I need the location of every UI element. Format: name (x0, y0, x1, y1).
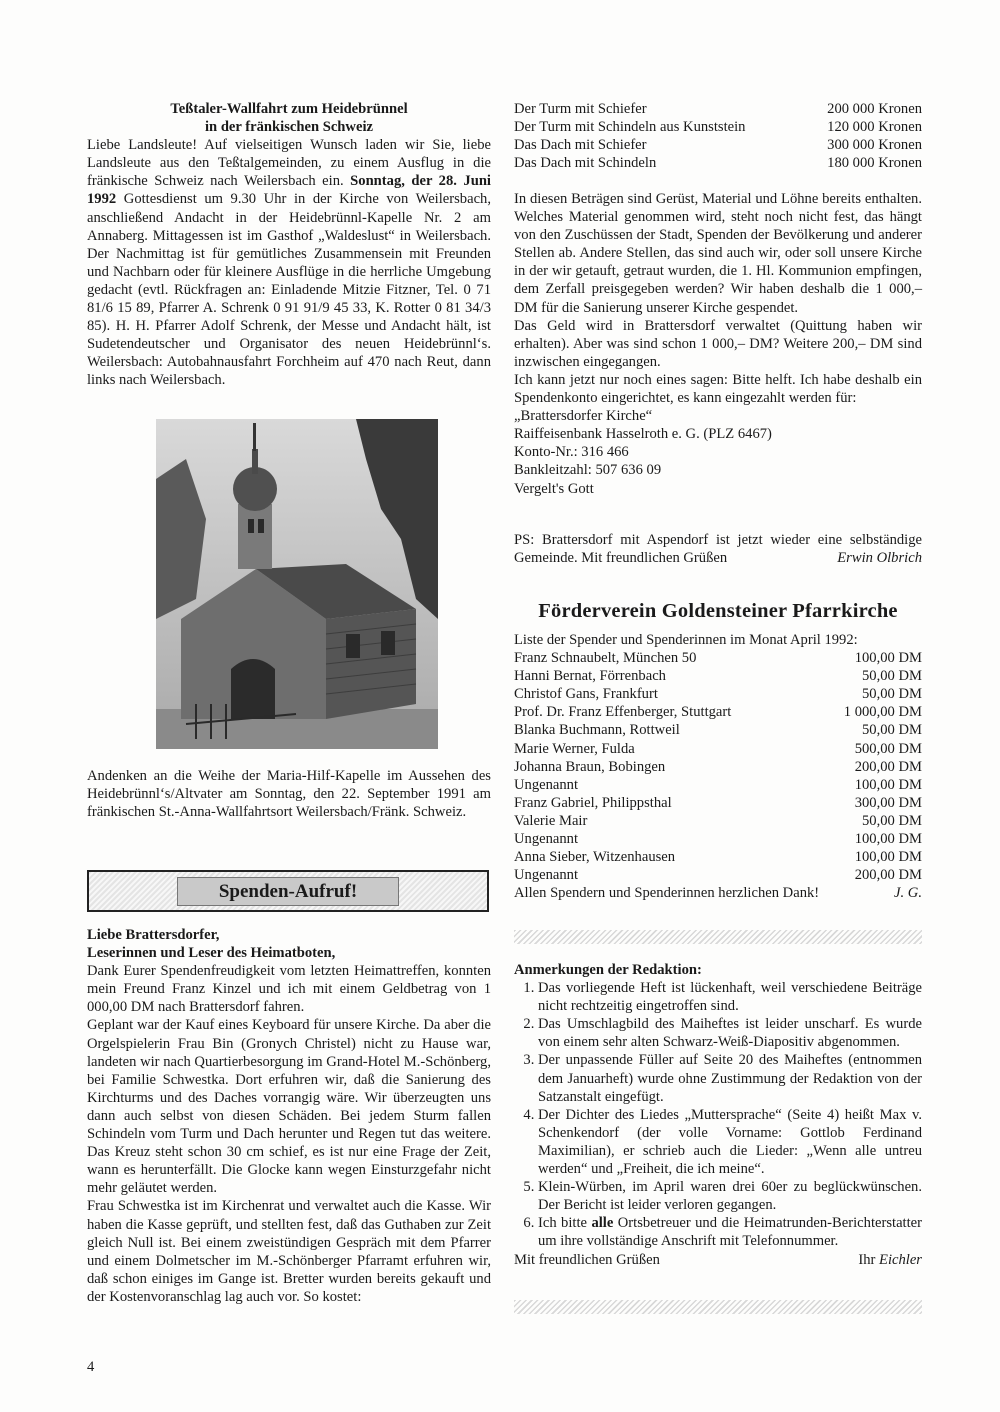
donor-name: Franz Schnaubelt, München 50 (514, 650, 697, 667)
spenden-banner (87, 870, 489, 912)
list-item: 3. Der unpassende Füller auf Seite 20 des Maiheftes (entnommen dem Januarheft) wurde ohne Zustimmung der Redaktion von der Satzanstalt eingefügt. (538, 1051, 922, 1105)
list-item (514, 649, 922, 667)
donor-amount: 50,00 DM (862, 686, 922, 703)
body-details: Gottesdienst um 9.30 Uhr in der Kirche von Weilersbach, anschließend Andacht in der Heidebrünnl-Kapelle Nr. 2 am Annaberg. Mittagessen ist im Gasthof „Waldeslust“ in Weilersbach. Der Nachmittag ist für gemütliches Zusammensein mit Freunden und Nachbarn oder für kleinere Ausflüge in die herrliche Umgebung gedacht (evtl. Rückfragen an: Einladende Mitzie Fitzner, Tel. 0 71 81/6 15 89, Pfarrer A. Schrenk 0 91 91/9 45 33, K. Rotter 0 81 34/3 85). H. H. Pfarrer Adolf Schrenk, der Messe und Andacht hält, ist Sudetendeutscher und Organisator des neuen Heidebrünnl‘s. Weilersbach: Autobahnausfahrt Forchheim auf 470 nach Reut, dann links nach Weilersbach. (87, 191, 491, 389)
bank-name: Raiffeisenbank Hasselroth e. G. (PLZ 6467) (514, 426, 772, 443)
donor-name: Prof. Dr. Franz Effenberger, Stuttgart (514, 704, 732, 721)
ps-signature: Erwin Olbrich (837, 550, 922, 567)
spenden-continued (514, 190, 922, 498)
greeting-line-2: Leserinnen und Leser des Heimatboten, (87, 945, 336, 962)
greeting-line-1: Liebe Brattersdorfer, (87, 927, 220, 943)
spenden-para-1: Dank Eurer Spendenfreudigkeit vom letzten Heimattreffen, konnten mein Freund Franz Kinzel und ich mit einem Geldbetrag von 1 000,00 DM nach Brattersdorf fahren. (87, 963, 491, 1016)
redaktion-list (514, 979, 922, 1250)
list-item (538, 1214, 922, 1250)
spenden-cont-para-1: In diesen Beträgen sind Gerüst, Material und Löhne bereits enthalten. Welches Material genommen wird, steht noch nicht fest, das hängt von den Zuschüssen der Stadt, Spenden der Bevölkerung und anderer Stellen ab. Andere Stellen, das sind auch wir, oder soll unsere Kirche in der wir getauft, getraut wurden, die 1. Hl. Kommunion empfingen, dem Zerfall preisgegeben werden? Wir haben deshalb die 1 000,– DM für die Sanierung unserer Kirche gespendet. (514, 191, 922, 316)
account-name: „Brattersdorfer Kirche“ (514, 408, 653, 425)
thanks-text: Allen Spendern und Spenderinnen herzlichen Dank! (514, 885, 820, 902)
donor-amount: 200,00 DM (854, 867, 922, 884)
caption-text: Andenken an die Weihe der Maria-Hilf-Kapelle im Aussehen des Heidebrünnl‘s/Altvater am Sonntag, den 22. September 1991 am fränkischen St.-Anna-Wallfahrtsort Weilersbach/Fränk. Schweiz. (87, 768, 491, 821)
donor-amount: 50,00 DM (862, 812, 922, 829)
cost-price: 120 000 Kronen (827, 119, 922, 136)
donor-name: Hanni Bernat, Förrenbach (514, 668, 666, 685)
spenden-article (87, 926, 491, 1306)
list-item (514, 848, 922, 866)
donor-amount: 100,00 DM (854, 849, 922, 866)
cost-row (514, 136, 922, 154)
title-line-1: Teßtaler-Wallfahrt zum Heidebrünnel (170, 101, 408, 117)
donor-name: Ungenannt (514, 867, 579, 884)
list-item (514, 703, 922, 721)
list-item (514, 776, 922, 794)
cost-item: Der Turm mit Schindeln aus Kunststein (514, 119, 746, 136)
donor-name: Franz Gabriel, Philippsthal (514, 794, 672, 811)
donor-amount: 100,00 DM (854, 650, 922, 667)
donor-name: Marie Werner, Fulda (514, 740, 635, 757)
donor-amount: 50,00 DM (862, 668, 922, 685)
foerderverein-title: Förderverein Goldensteiner Pfarrkirche (538, 600, 898, 622)
cost-row (514, 118, 922, 136)
list-item (514, 812, 922, 830)
donor-name: Ungenannt (514, 776, 579, 793)
list-item: 4. Der Dichter des Liedes „Muttersprache“ (Seite 4) heißt Max v. Schenkendorf (der volle Vorname: Gottlob Ferdinand Maximilian), er schrieb auch die Lieder: „Wenn alle untreu werden“ und „Freiheit, die ich meine“. (538, 1106, 922, 1178)
list-item (514, 758, 922, 776)
foerderverein-section (514, 599, 922, 902)
donor-amount: 200,00 DM (854, 758, 922, 775)
signature-prefix: Ihr (858, 1251, 876, 1268)
spenden-title: Spenden-Aufruf! (177, 877, 399, 906)
bank-code: Bankleitzahl: 507 636 09 (514, 462, 662, 479)
redaktion-notes (514, 961, 922, 1269)
cost-row (514, 154, 922, 172)
thanks-signature: J. G. (894, 885, 922, 902)
donor-amount: 100,00 DM (854, 831, 922, 848)
thanks-line (514, 884, 922, 902)
donor-name: Christof Gans, Frankfurt (514, 686, 658, 703)
cost-price: 180 000 Kronen (827, 155, 922, 172)
list-item (514, 740, 922, 758)
account-number: Konto-Nr.: 316 466 (514, 444, 629, 461)
article-body (87, 136, 491, 389)
list-item: 5. Klein-Würben, im April waren drei 60er zu beglückwünschen. Der Bericht ist leider verloren gegangen. (538, 1178, 922, 1214)
list-item: 2. Das Umschlagbild des Maiheftes ist leider unscharf. Es wurde von einem sehr alten Schwarz-Weiß-Diapositiv abgenommen. (538, 1015, 922, 1051)
redaktion-signature (858, 1251, 922, 1269)
cost-item: Der Turm mit Schiefer (514, 101, 647, 117)
donor-name: Blanka Buchmann, Rottweil (514, 722, 680, 739)
item6-suffix: Ortsbetreuer und die Heimatrunden-Berichterstatter um ihre vollständige Anschrift mit Telefonnummer. (538, 1215, 922, 1250)
list-item (514, 794, 922, 812)
signature-name: Eichler (879, 1251, 922, 1268)
donor-list-intro: Liste der Spender und Spenderinnen im Monat April 1992: (514, 632, 858, 648)
photo-caption (87, 767, 491, 821)
closing: Vergelt's Gott (514, 480, 594, 497)
donor-list (514, 649, 922, 902)
item6-emphasis: alle (591, 1215, 614, 1232)
list-item (514, 721, 922, 739)
ps-text (514, 531, 922, 567)
body-intro: Liebe Landsleute! Auf vielseitigen Wunsch laden wir Sie, liebe Landsleute aus den Teßtalgemeinden, zu einem Ausflug in die fränkische Schweiz nach Weilersbach ein. (87, 137, 491, 190)
cost-price: 300 000 Kronen (827, 137, 922, 154)
donor-amount: 1 000,00 DM (843, 704, 922, 721)
divider-hatch-bottom (514, 1300, 922, 1314)
cost-item: Das Dach mit Schindeln (514, 155, 657, 172)
donor-name: Anna Sieber, Witzenhausen (514, 849, 676, 866)
list-item (514, 667, 922, 685)
spenden-cont-para-2: Das Geld wird in Brattersdorf verwaltet (Quittung haben wir erhalten). Aber was sind schon 1 000,– DM? Weitere 200,– DM sind inzwischen eingegangen. (514, 317, 922, 370)
article-wallfahrt (87, 100, 491, 390)
event-date: Sonntag, der 28. Juni 1992 (87, 173, 491, 208)
item6-prefix: Ich bitte (538, 1215, 587, 1232)
cost-estimate (514, 100, 922, 172)
cost-row (514, 100, 922, 118)
page-number: 4 (87, 1359, 95, 1375)
donor-name: Ungenannt (514, 831, 579, 848)
donor-amount: 100,00 DM (854, 776, 922, 793)
ps-body: PS: Brattersdorf mit Aspendorf ist jetzt wieder eine selbständige Gemeinde. Mit freundlichen Grüßen (514, 532, 922, 567)
cost-price: 200 000 Kronen (827, 101, 922, 117)
donor-name: Johanna Braun, Bobingen (514, 758, 666, 775)
title-line-2: in der fränkischen Schweiz (205, 119, 373, 136)
spenden-para-3: Frau Schwestka ist im Kirchenrat und verwaltet auch die Kasse. Wir haben die Kasse geprüft, und stellten fest, daß das Guthaben zur Zeit gleich Null ist. Bei einem zweistündigen Gespräch mit dem Pfarrer und einem Dolmetscher im M.-Schönberger Pfarramt erfuhren wir, daß schon einiges im Gange ist. Bretter wurden bereits gekauft und der Kostenvoranschlag lag auch vor. So kostet: (87, 1198, 491, 1305)
article-title (87, 100, 491, 136)
donor-amount: 500,00 DM (854, 740, 922, 757)
cost-item: Das Dach mit Schiefer (514, 137, 647, 154)
donor-amount: 300,00 DM (854, 794, 922, 811)
spenden-cont-para-3: Ich kann jetzt nur noch eines sagen: Bitte helft. Ich habe deshalb ein Spendenkonto eingerichtet, es kann eingezahlt werden für: (514, 371, 922, 407)
redaktion-title: Anmerkungen der Redaktion: (514, 962, 702, 978)
postscript (514, 531, 922, 567)
divider-hatch (514, 930, 922, 944)
chapel-photo (156, 419, 438, 749)
list-item (514, 830, 922, 848)
spenden-para-2: Geplant war der Kauf eines Keyboard für unsere Kirche. Da aber die Orgelspielerin Frau Bin (Gronych Christel) nicht zu Hause war, landeten wir nach Quartierbesorgung im Grand-Hotel M.-Schönberg, bei Familie Schwestka. Dort erfuhren wir, daß die Sanierung des Kirchturms und des Daches vorrangig wäre. Wir überzeugten uns dann auch selbst von diesen Schäden. Bei jedem Sturm fallen Schindeln vom Turm und Dach herunter und Regen tut das weitere. Das Kreuz steht schon 30 cm schief, es ist nur eine Frage der Zeit, wann es herunterfällt. Die Glocke kann wegen Einsturzgefahr nicht mehr geläutet werden. (87, 1017, 491, 1197)
donor-name: Valerie Mair (514, 812, 588, 829)
donor-amount: 50,00 DM (862, 722, 922, 739)
closing-text: Mit freundlichen Grüßen (514, 1251, 660, 1268)
redaktion-closing (514, 1251, 922, 1269)
list-item (514, 685, 922, 703)
list-item (514, 866, 922, 884)
list-item: 1. Das vorliegende Heft ist lückenhaft, weil verschiedene Beiträge nicht rechtzeitig eingetroffen sind. (538, 979, 922, 1015)
